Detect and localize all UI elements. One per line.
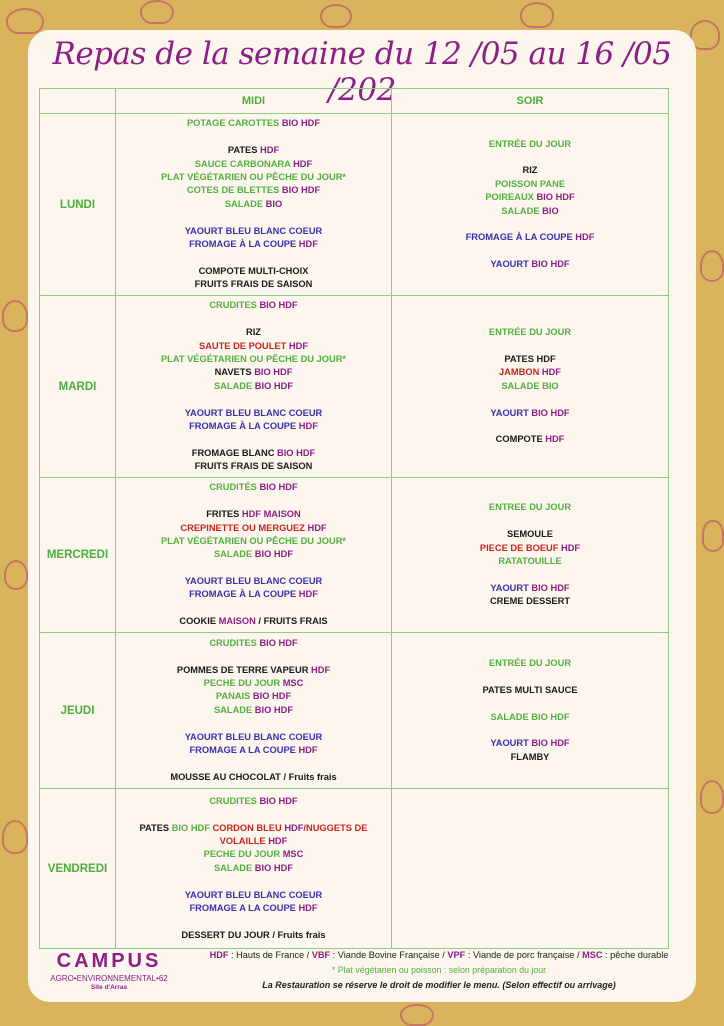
legend-key: HDF bbox=[209, 950, 229, 960]
mushroom-decoration bbox=[702, 520, 724, 552]
menu-item bbox=[116, 238, 391, 251]
menu-item bbox=[392, 737, 668, 750]
menu-item-text: FRUITS FRAIS DE SAISON bbox=[194, 461, 313, 472]
menu-item-text: PATES MULTI SAUCE bbox=[482, 684, 578, 695]
menu-item-text: BIO HDF bbox=[281, 118, 321, 129]
menu-item-text: BIO HDF bbox=[259, 637, 298, 648]
menu-item bbox=[392, 326, 668, 339]
menu-item-text: POIREAUX bbox=[485, 192, 537, 203]
menu-item-text: YAOURT bbox=[490, 259, 532, 270]
menu-item-text: SALADE BIO bbox=[501, 380, 559, 391]
menu-item bbox=[392, 164, 668, 177]
day-row-jeudi bbox=[40, 633, 669, 789]
menu-item-text: / FRUITS FRAIS bbox=[255, 616, 328, 627]
menu-spacer bbox=[116, 717, 391, 730]
menu-item-text: VOLAILLE bbox=[219, 836, 269, 847]
day-label: LUNDI bbox=[40, 114, 116, 296]
day-row-vendredi bbox=[40, 789, 669, 949]
menu-item-text: PLAT VÉGÉTARIEN OU PÊCHE DU JOUR* bbox=[160, 535, 347, 546]
mushroom-decoration bbox=[700, 250, 724, 282]
menu-item bbox=[116, 822, 391, 835]
menu-item bbox=[116, 407, 391, 420]
menu-header-row bbox=[40, 89, 669, 114]
menu-item bbox=[392, 711, 668, 724]
menu-item bbox=[116, 522, 391, 535]
menu-item-text: COMPOTE MULTI-CHOIX bbox=[198, 265, 309, 276]
menu-item-text: FROMAGE À LA COUPE bbox=[189, 238, 299, 249]
mushroom-decoration bbox=[2, 820, 28, 854]
menu-item bbox=[392, 231, 668, 244]
menu-item bbox=[392, 353, 668, 366]
menu-item-text: COMPOTE bbox=[495, 434, 546, 445]
menu-item bbox=[116, 771, 391, 784]
menu-item-text: FROMAGE BLANC bbox=[191, 447, 277, 458]
menu-item-text: BIO HDF bbox=[252, 691, 292, 702]
header-corner bbox=[40, 89, 116, 114]
menu-item bbox=[116, 508, 391, 521]
menu-item-text: HDF bbox=[541, 367, 561, 378]
mushroom-decoration bbox=[2, 300, 28, 332]
menu-item-text: CREPINETTE OU MERGUEZ bbox=[180, 522, 308, 533]
menu-spacer bbox=[392, 218, 668, 231]
menu-item-text: FROMAGE A LA COUPE bbox=[189, 744, 299, 755]
menu-item-text: BIO HDF bbox=[277, 447, 316, 458]
menu-item bbox=[116, 460, 391, 473]
menu-item bbox=[392, 258, 668, 271]
menu-item-text: PATES HDF bbox=[504, 354, 556, 365]
menu-item-text: FROMAGE À LA COUPE bbox=[189, 589, 299, 600]
menu-item-text: SALADE BIO HDF bbox=[490, 711, 570, 722]
logo-site: Site d'Arras bbox=[90, 984, 128, 991]
menu-item-text: BIO HDF bbox=[259, 795, 298, 806]
menu-spacer bbox=[392, 151, 668, 164]
footnote: * Plat végétarien ou poisson : selon préparation du jour bbox=[331, 965, 547, 975]
menu-item-text: YAOURT bbox=[490, 582, 532, 593]
menu-item bbox=[116, 637, 391, 650]
day-row-mardi bbox=[40, 296, 669, 478]
menu-item bbox=[116, 929, 391, 942]
menu-item bbox=[392, 542, 668, 555]
menu-item-text: HDF bbox=[298, 589, 318, 600]
menu-lines bbox=[116, 117, 391, 291]
legend-text: : pêche durable bbox=[602, 950, 669, 960]
menu-item-text: YAOURT BLEU BLANC COEUR bbox=[184, 731, 323, 742]
day-label: MARDI bbox=[40, 296, 116, 478]
menu-lines bbox=[392, 501, 668, 608]
menu-item bbox=[392, 407, 668, 420]
menu-item-text: BIO HDF bbox=[259, 482, 298, 493]
menu-item-text: POTAGE CAROTTES bbox=[186, 118, 282, 129]
midi-cell bbox=[116, 633, 392, 789]
menu-item bbox=[116, 353, 391, 366]
menu-item-text: SEMOULE bbox=[507, 529, 553, 540]
menu-item bbox=[116, 835, 391, 848]
menu-item bbox=[116, 795, 391, 808]
menu-item-text: BIO HDF bbox=[531, 259, 570, 270]
menu-item-text: FROMAGE À LA COUPE bbox=[465, 232, 576, 243]
menu-spacer bbox=[116, 313, 391, 326]
menu-item-text: COTES DE BLETTES bbox=[186, 185, 282, 196]
menu-item bbox=[116, 225, 391, 238]
day-label: MERCREDI bbox=[40, 478, 116, 633]
menu-item-text: CRUDITES bbox=[209, 795, 260, 806]
menu-item-text: SALADE bbox=[213, 704, 255, 715]
menu-item bbox=[392, 191, 668, 204]
menu-item bbox=[392, 178, 668, 191]
menu-item-text: FRITES bbox=[206, 509, 242, 520]
menu-item-text: PATES bbox=[227, 145, 261, 156]
menu-spacer bbox=[116, 808, 391, 821]
menu-item-text: HDF bbox=[298, 420, 318, 431]
menu-spacer bbox=[116, 495, 391, 508]
menu-item bbox=[116, 340, 391, 353]
menu-item-text: MOUSSE AU CHOCOLAT / Fruits frais bbox=[170, 771, 337, 782]
menu-table bbox=[39, 88, 669, 949]
menu-item-text: YAOURT bbox=[490, 407, 532, 418]
menu-item bbox=[116, 535, 391, 548]
mushroom-decoration bbox=[400, 1004, 434, 1026]
menu-item-text: BIO HDF bbox=[259, 300, 298, 311]
menu-item-text: COOKIE bbox=[179, 616, 219, 627]
soir-cell bbox=[392, 478, 669, 633]
menu-spacer bbox=[116, 433, 391, 446]
menu-spacer bbox=[116, 757, 391, 770]
menu-item-text: HDF bbox=[293, 158, 313, 169]
menu-item-text: DESSERT DU JOUR / Fruits frais bbox=[181, 929, 326, 940]
menu-item-text: PLAT VÉGÉTARIEN OU PÊCHE DU JOUR* bbox=[160, 172, 347, 183]
menu-item-text: RATATOUILLE bbox=[498, 556, 562, 566]
menu-spacer bbox=[392, 420, 668, 433]
menu-item-text: HDF bbox=[298, 238, 318, 249]
menu-spacer bbox=[392, 697, 668, 710]
menu-item-text: PANAIS bbox=[215, 691, 253, 702]
menu-item-text: SALADE bbox=[213, 549, 255, 560]
menu-spacer bbox=[116, 251, 391, 264]
menu-item-text: YAOURT BLEU BLANC COEUR bbox=[184, 889, 323, 900]
mushroom-decoration bbox=[4, 560, 28, 590]
menu-item-text: YAOURT BLEU BLANC COEUR bbox=[184, 225, 323, 236]
menu-item bbox=[116, 171, 391, 184]
menu-item-text: PLAT VÉGÉTARIEN OU PÊCHE DU JOUR* bbox=[160, 354, 347, 365]
menu-item bbox=[392, 380, 668, 393]
menu-spacer bbox=[392, 568, 668, 581]
menu-item-text: BIO bbox=[265, 198, 283, 209]
menu-item-text: PIECE DE BOEUF bbox=[479, 542, 561, 553]
menu-item bbox=[392, 684, 668, 697]
menu-item-text: PECHE DU JOUR bbox=[203, 678, 283, 689]
menu-item-text: HDF bbox=[260, 145, 280, 156]
menu-item-text: SAUCE CARBONARA bbox=[194, 158, 294, 169]
menu-item-text: SALADE bbox=[224, 198, 266, 209]
menu-item-text: HDF bbox=[307, 522, 327, 533]
menu-item bbox=[116, 158, 391, 171]
menu-item-text: BIO HDF bbox=[531, 407, 570, 418]
menu-spacer bbox=[116, 915, 391, 928]
menu-item-text: BIO HDF bbox=[281, 185, 321, 196]
midi-cell bbox=[116, 478, 392, 633]
menu-item-text: YAOURT BLEU BLANC COEUR bbox=[184, 576, 323, 587]
soir-cell bbox=[392, 789, 669, 949]
menu-item-text: CRUDITES bbox=[209, 300, 260, 311]
mushroom-decoration bbox=[140, 0, 174, 24]
menu-item bbox=[116, 889, 391, 902]
menu-item-text: BIO HDF bbox=[536, 192, 575, 203]
menu-spacer bbox=[392, 245, 668, 258]
menu-item-text: POISSON PANE bbox=[494, 178, 566, 189]
menu-spacer bbox=[116, 211, 391, 224]
menu-item-text: BIO bbox=[542, 205, 559, 216]
menu-item-text: HDF bbox=[284, 822, 304, 833]
menu-item-text: RIZ bbox=[522, 165, 538, 176]
menu-item-text: PATES bbox=[139, 822, 172, 833]
menu-item bbox=[392, 595, 668, 608]
legend-text: : Hauts de France / bbox=[228, 950, 312, 960]
soir-cell bbox=[392, 296, 669, 478]
menu-spacer bbox=[392, 340, 668, 353]
menu-item bbox=[392, 555, 668, 568]
menu-spacer bbox=[116, 562, 391, 575]
menu-item-text: FROMAGE À LA COUPE bbox=[189, 420, 299, 431]
menu-item-text: BIO HDF bbox=[254, 549, 294, 560]
menu-item bbox=[116, 744, 391, 757]
menu-item-text: FRUITS FRAIS DE SAISON bbox=[194, 279, 313, 290]
menu-item-text: HDF bbox=[545, 434, 565, 445]
menu-spacer bbox=[116, 131, 391, 144]
menu-item bbox=[392, 433, 668, 446]
menu-item bbox=[116, 447, 391, 460]
column-header-midi: MIDI bbox=[116, 89, 392, 114]
menu-item bbox=[392, 501, 668, 514]
legend-key: VBF bbox=[311, 950, 331, 960]
menu-item-text: HDF bbox=[298, 744, 318, 755]
mushroom-decoration bbox=[6, 8, 44, 34]
menu-item bbox=[116, 862, 391, 875]
mushroom-decoration bbox=[700, 780, 724, 814]
menu-item-text: SAUTE DE POULET bbox=[199, 340, 289, 351]
menu-item-text: NAVETS bbox=[214, 367, 255, 378]
menu-item-text: MAISON bbox=[218, 616, 256, 627]
menu-item bbox=[116, 731, 391, 744]
menu-lines bbox=[392, 657, 668, 764]
legend-text: : Viande de porc française / bbox=[465, 950, 583, 960]
midi-cell bbox=[116, 296, 392, 478]
midi-cell bbox=[116, 114, 392, 296]
menu-item bbox=[116, 848, 391, 861]
menu-item bbox=[392, 205, 668, 218]
menu-item-text: BIO HDF bbox=[531, 738, 570, 749]
menu-card bbox=[28, 30, 696, 1002]
menu-item-text: PECHE DU JOUR bbox=[203, 849, 283, 860]
menu-item-text: CRUDITÉS bbox=[209, 482, 260, 493]
menu-item bbox=[116, 265, 391, 278]
menu-spacer bbox=[392, 724, 668, 737]
menu-item-text: CRUDITES bbox=[209, 637, 260, 648]
menu-item bbox=[116, 144, 391, 157]
menu-item-text: HDF MAISON bbox=[241, 509, 301, 520]
abbreviation-legend bbox=[178, 950, 700, 960]
logo-wordmark: CAMPUS bbox=[56, 950, 162, 972]
menu-item bbox=[116, 278, 391, 291]
menu-lines bbox=[116, 795, 391, 942]
menu-item bbox=[116, 198, 391, 211]
menu-spacer bbox=[116, 393, 391, 406]
menu-item-text: YAOURT BLEU BLANC COEUR bbox=[184, 407, 323, 418]
menu-item-text: SALADE bbox=[213, 380, 255, 391]
menu-spacer bbox=[116, 602, 391, 615]
soir-cell bbox=[392, 114, 669, 296]
menu-item bbox=[116, 380, 391, 393]
menu-item-text: ENTRÉE DU JOUR bbox=[488, 657, 572, 668]
menu-item-text: BIO HDF bbox=[254, 367, 293, 378]
menu-item bbox=[116, 615, 391, 628]
menu-lines bbox=[392, 326, 668, 447]
menu-item-text: POMMES DE TERRE VAPEUR bbox=[176, 664, 312, 675]
menu-item-text: HDF bbox=[575, 232, 595, 243]
disclaimer: La Restauration se réserve le droit de modifier le menu. (Selon effectif ou arrivage) bbox=[262, 980, 616, 990]
menu-lines bbox=[392, 138, 668, 272]
menu-item-text: BIO HDF bbox=[254, 862, 294, 873]
menu-item bbox=[116, 481, 391, 494]
menu-spacer bbox=[116, 875, 391, 888]
day-row-lundi bbox=[40, 114, 669, 296]
menu-item bbox=[116, 902, 391, 915]
menu-item-text: HDF bbox=[268, 836, 288, 847]
menu-item-text: ENTRÉE DU JOUR bbox=[488, 138, 572, 149]
menu-item-text: YAOURT bbox=[490, 738, 532, 749]
menu-spacer bbox=[392, 515, 668, 528]
menu-item-text: BIO HDF bbox=[254, 704, 294, 715]
menu-item bbox=[392, 138, 668, 151]
menu-item bbox=[116, 299, 391, 312]
menu-item-text: BIO HDF bbox=[254, 380, 294, 391]
menu-item bbox=[116, 588, 391, 601]
menu-item-text: MSC bbox=[282, 678, 304, 689]
menu-item-text: CORDON BLEU bbox=[212, 822, 285, 833]
legend-text: : Viande Bovine Française / bbox=[330, 950, 448, 960]
menu-item-text: BIO HDF bbox=[171, 822, 213, 833]
menu-item bbox=[116, 677, 391, 690]
menu-item-text: SALADE bbox=[501, 205, 543, 216]
menu-item-text: JAMBON bbox=[499, 367, 542, 378]
menu-item-text: HDF bbox=[298, 902, 318, 913]
page-title: Repas de la semaine du 12 /05 au 16 /05 /202 bbox=[52, 36, 672, 108]
menu-item bbox=[116, 420, 391, 433]
mushroom-decoration bbox=[520, 2, 554, 28]
menu-lines bbox=[116, 637, 391, 784]
legend-key: VPF bbox=[447, 950, 466, 960]
menu-item bbox=[116, 704, 391, 717]
menu-item bbox=[392, 528, 668, 541]
menu-item-text: FLAMBY bbox=[510, 751, 550, 762]
campus-logo bbox=[34, 950, 184, 991]
mushroom-decoration bbox=[320, 4, 352, 28]
menu-item-text: FROMAGE A LA COUPE bbox=[189, 902, 299, 913]
menu-item bbox=[116, 575, 391, 588]
menu-item bbox=[392, 366, 668, 379]
column-header-soir: SOIR bbox=[392, 89, 669, 114]
menu-item bbox=[116, 366, 391, 379]
day-label: VENDREDI bbox=[40, 789, 116, 949]
menu-spacer bbox=[116, 650, 391, 663]
menu-item-text: ENTRÉE DU JOUR bbox=[488, 327, 572, 338]
logo-subtitle: AGRO•ENVIRONNEMENTAL•62 bbox=[50, 974, 168, 983]
menu-item-text: ENTREE DU JOUR bbox=[488, 502, 572, 513]
soir-cell bbox=[392, 633, 669, 789]
menu-item-text: BIO HDF bbox=[531, 582, 570, 593]
menu-item bbox=[392, 582, 668, 595]
legend-key: MSC bbox=[582, 950, 603, 960]
midi-cell bbox=[116, 789, 392, 949]
menu-item bbox=[116, 184, 391, 197]
menu-item bbox=[116, 117, 391, 130]
day-row-mercredi bbox=[40, 478, 669, 633]
menu-lines bbox=[116, 299, 391, 473]
day-label: JEUDI bbox=[40, 633, 116, 789]
menu-item-text: HDF bbox=[288, 340, 308, 351]
menu-item bbox=[116, 664, 391, 677]
menu-item-text: /NUGGETS DE bbox=[303, 822, 368, 833]
menu-item-text: MSC bbox=[282, 849, 304, 860]
menu-item-text: HDF bbox=[561, 542, 581, 553]
menu-item bbox=[116, 548, 391, 561]
menu-item bbox=[116, 326, 391, 339]
menu-spacer bbox=[392, 670, 668, 683]
menu-lines bbox=[116, 481, 391, 628]
menu-item bbox=[392, 751, 668, 764]
menu-item bbox=[392, 657, 668, 670]
menu-item-text: CREME DESSERT bbox=[489, 596, 571, 607]
menu-item-text: RIZ bbox=[246, 327, 261, 338]
menu-item bbox=[116, 690, 391, 703]
menu-item-text: SALADE bbox=[213, 862, 255, 873]
menu-item-text: HDF bbox=[311, 664, 331, 675]
menu-spacer bbox=[392, 393, 668, 406]
